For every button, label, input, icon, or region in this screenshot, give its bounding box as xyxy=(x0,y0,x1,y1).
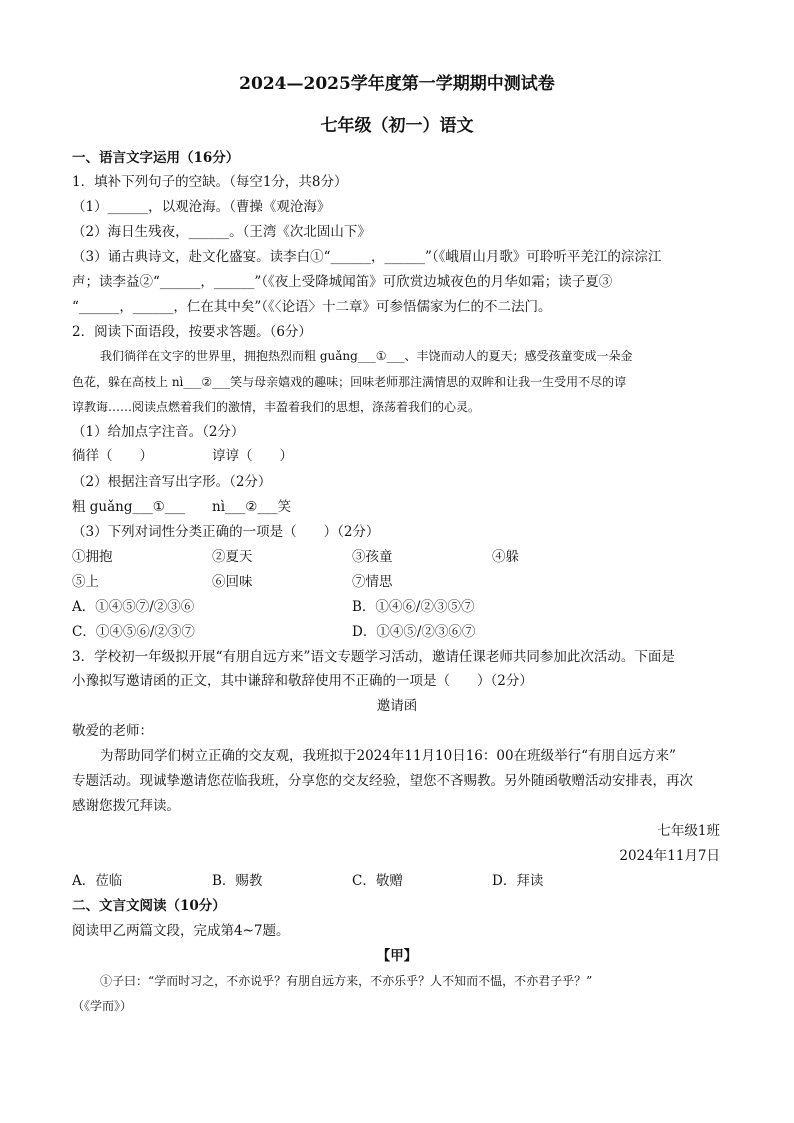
letter-date: 2024年11月7日 xyxy=(619,848,720,864)
q2-sub1: （1）给加点字注音。（2分） xyxy=(72,424,245,440)
text-jia-label: 【甲】 xyxy=(376,948,418,964)
q2-sub2: （2）根据注音写出字形。（2分） xyxy=(72,474,272,490)
letter-signature: 七年级1班 xyxy=(657,823,720,839)
letter-title: 邀请函 xyxy=(376,698,418,714)
q2-option-d: D．①④⑤/②③⑥⑦ xyxy=(352,624,476,640)
q1-line1: （1）______，以观沧海。（曹操《观沧海》 xyxy=(72,199,331,215)
q1-line3c: “______，______，仁在其中矣”（《〈论语〉十二章》可参悟儒家为仁的不二法门。 xyxy=(72,299,552,315)
q3-stem-2: 小豫拟写邀请函的正文，其中谦辞和敬辞使用不正确的一项是（ ）（2分） xyxy=(72,673,533,689)
letter-body-1: 为帮助同学们树立正确的交友观，我班拟于2024年11月10日16：00在班级举行“有朋自远方来” xyxy=(100,748,676,764)
word-3: ③孩童 xyxy=(352,549,393,565)
word-1: ①拥抱 xyxy=(72,549,113,565)
q1-stem: 1．填补下列句子的空缺。（每空1分，共8分） xyxy=(72,174,348,190)
word-4: ④躲 xyxy=(492,549,519,565)
q2-option-a: A．①④⑤⑦/②③⑥ xyxy=(72,599,195,615)
section2-heading: 二、文言文阅读（10分） xyxy=(72,898,226,914)
q3-option-d: D．拜读 xyxy=(492,873,544,889)
q3-option-c: C．敬赠 xyxy=(352,873,403,889)
text-jia-line1: ①子曰：“学而时习之，不亦说乎？有朋自远方来，不亦乐乎？人不知而不愠，不亦君子乎？” xyxy=(100,974,593,988)
section1-heading: 一、语言文字运用（16分） xyxy=(72,150,240,166)
letter-body-2: 专题活动。现诚挚邀请您莅临我班，分享您的交友经验，望您不吝赐教。另外随函敬赠活动安排表，再次 xyxy=(72,773,693,789)
exam-title: 2024—2025学年度第一学期期中测试卷 xyxy=(239,74,555,94)
q2-option-c: C．①④⑤⑥/②③⑦ xyxy=(72,624,195,640)
q2-sub1-b: 谆谆（ ） xyxy=(212,448,293,464)
q3-option-b: B．赐教 xyxy=(212,873,263,889)
q1-line3b: 声；读李益②“______，______”（《夜上受降城闻笛》可欣赏边城夜色的月华如霜；读子夏③ xyxy=(72,274,613,290)
q2-passage-2: 色花，躲在高枝上 nì___②___笑与母亲嬉戏的趣味；回味老师那注满情思的双眸和让我一生受用不尽的谆 xyxy=(72,375,627,389)
text-jia-line2: （《学而》） xyxy=(72,999,133,1013)
q1-line2: （2）海日生残夜，______。（王湾《次北固山下》 xyxy=(72,224,371,240)
q2-stem: 2．阅读下面语段，按要求答题。（6分） xyxy=(72,324,312,340)
q1-line3a: （3）诵古典诗文，赴文化盛宴。读李白①“______，______”（《峨眉山月歌》可聆听平羌江的淙淙江 xyxy=(72,249,662,265)
q2-option-b: B．①④⑥/②③⑤⑦ xyxy=(352,599,475,615)
word-6: ⑥回味 xyxy=(212,574,253,590)
q2-sub2-b: nì___②___笑 xyxy=(212,499,292,515)
q3-stem-1: 3．学校初一年级拟开展“有朋自远方来”语文专题学习活动，邀请任课老师共同参加此次活动。下面是 xyxy=(72,649,675,665)
q3-option-a: A．莅临 xyxy=(72,873,123,889)
word-2: ②夏天 xyxy=(212,549,253,565)
q2-sub1-a: 徜徉（ ） xyxy=(72,448,153,464)
letter-greeting: 敬爱的老师： xyxy=(72,723,153,739)
word-5: ⑤上 xyxy=(72,574,99,590)
word-7: ⑦情思 xyxy=(352,574,393,590)
exam-subtitle: 七年级（初一）语文 xyxy=(320,116,474,136)
section2-intro: 阅读甲乙两篇文段，完成第4~7题。 xyxy=(72,923,290,939)
q2-sub2-a: 粗 guǎng___①___ xyxy=(72,499,186,515)
letter-body-3: 感谢您拨冗拜读。 xyxy=(72,798,180,814)
q2-passage-3: 谆教诲……阅读点燃着我们的激情，丰盈着我们的思想，涤荡着我们的心灵。 xyxy=(72,400,481,414)
q2-sub3: （3）下列对词性分类正确的一项是（ ）（2分） xyxy=(72,524,380,540)
q2-passage-1: 我们徜徉在文字的世界里，拥抱热烈而粗 guǎng___①___、丰饶而动人的夏天；感受孩童变成一朵金 xyxy=(100,349,633,363)
